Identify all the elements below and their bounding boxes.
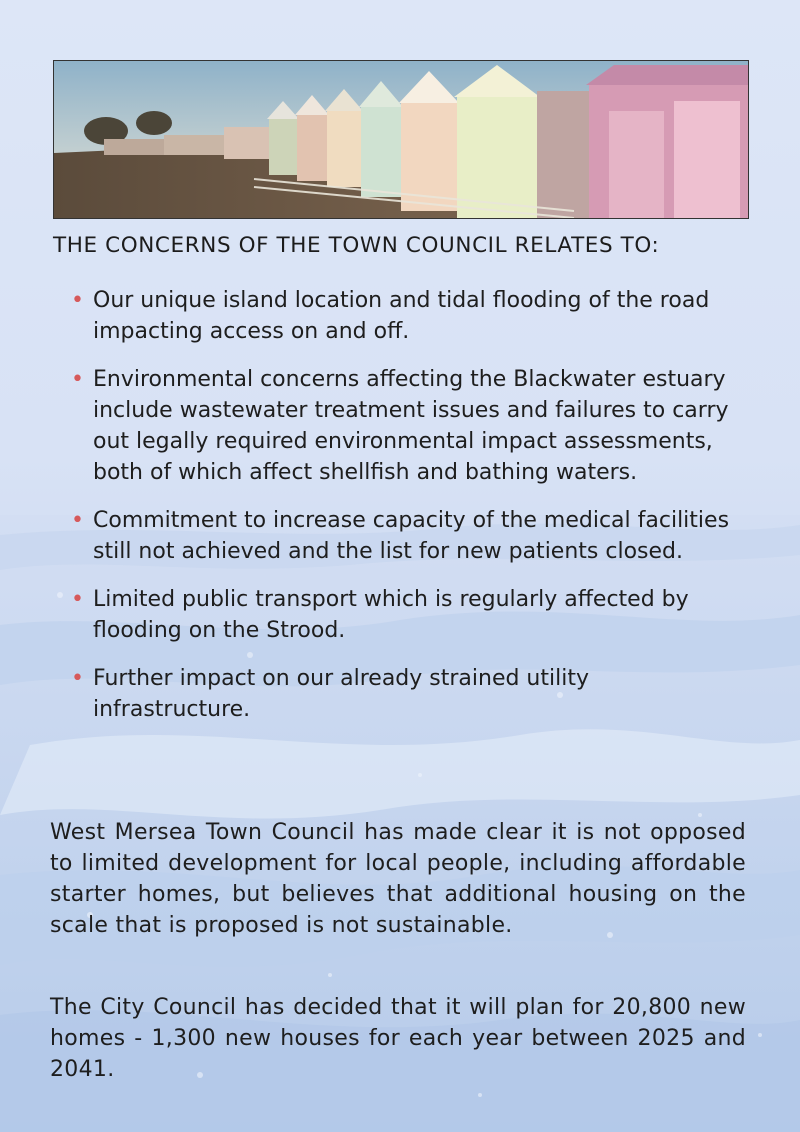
concern-text: Environmental concerns affecting the Blackwater estuary include wastewater treatment issues and failures to carry out legally required environmental impact assessments, both of which affect shellfish and bathing waters. (93, 367, 729, 485)
concern-item-medical (71, 505, 751, 567)
bullet-dot-icon: • (71, 587, 84, 612)
concern-item-flooding-access (71, 285, 751, 347)
concern-text: Commitment to increase capacity of the medical facilities still not achieved and the list for new patients closed. (93, 508, 730, 564)
bullet-dot-icon: • (71, 288, 84, 313)
concern-text: Further impact on our already strained utility infrastructure. (93, 666, 589, 722)
concern-text: Our unique island location and tidal flooding of the road impacting access on and off. (93, 288, 710, 344)
concern-item-transport (71, 584, 751, 646)
concern-item-infrastructure (71, 663, 751, 725)
bullet-dot-icon: • (71, 367, 84, 392)
town-council-position-paragraph: West Mersea Town Council has made clear it is not opposed to limited development for local people, including affordable starter homes, but believes that additional housing on the scale that is proposed is not sustainable. (50, 820, 746, 938)
bullet-dot-icon: • (71, 508, 84, 533)
bullet-dot-icon: • (71, 666, 84, 691)
city-council-plan-paragraph: The City Council has decided that it will plan for 20,800 new homes - 1,300 new houses for each year between 2025 and 2041. (50, 995, 746, 1082)
concern-text: Limited public transport which is regularly affected by flooding on the Strood. (93, 587, 689, 643)
concerns-list (71, 285, 751, 742)
concerns-heading: THE CONCERNS OF THE TOWN COUNCIL RELATES TO: (53, 233, 660, 258)
concern-item-environment (71, 364, 751, 488)
beach-huts-photo (53, 60, 749, 219)
